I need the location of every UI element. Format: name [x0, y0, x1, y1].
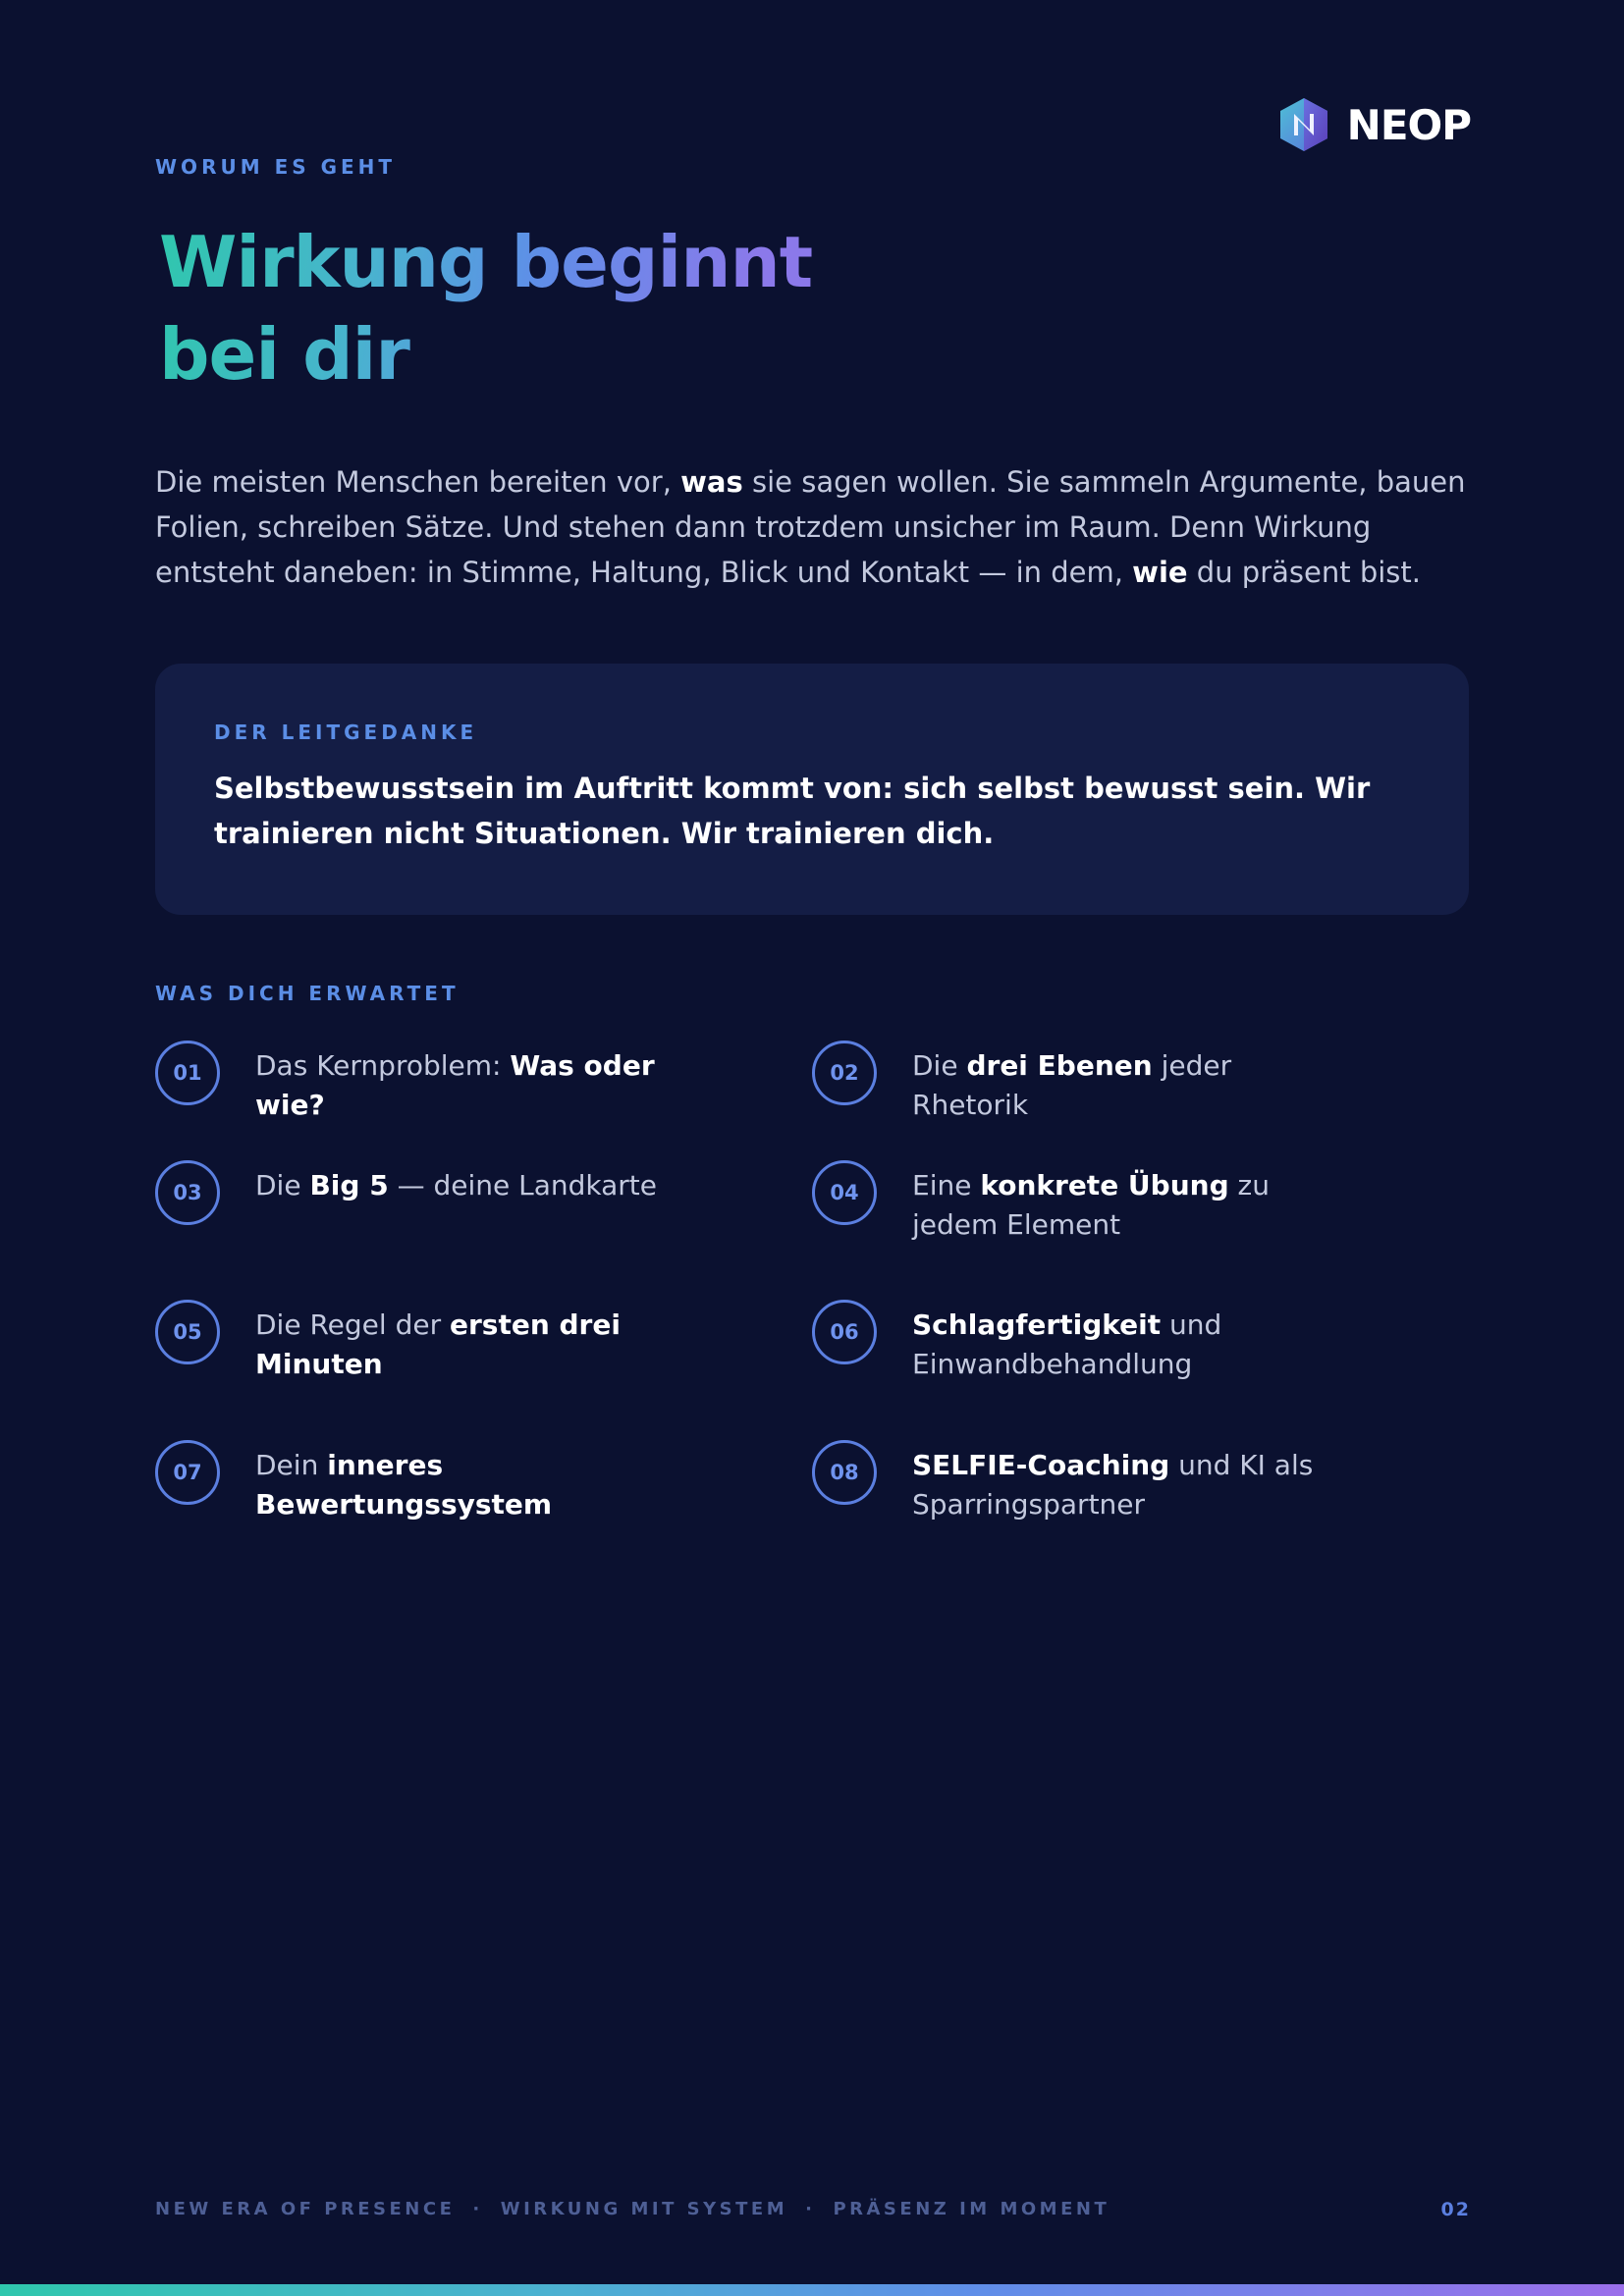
item-number-badge: 04	[812, 1160, 877, 1225]
list-item	[812, 1440, 1401, 1524]
section-eyebrow: WORUM ES GEHT	[155, 155, 397, 179]
item-text	[255, 1446, 687, 1524]
item-text-bold: inneres Bewertungssystem	[255, 1449, 553, 1521]
item-text-pre: Die	[912, 1049, 967, 1082]
item-text-post: zu jedem Element	[912, 1169, 1270, 1241]
item-number-badge: 02	[812, 1041, 877, 1105]
title-line-1: Wirkung beginnt	[159, 221, 813, 303]
intro-text: du präsent bist.	[1187, 556, 1421, 589]
item-text-pre: Die Regel der	[255, 1308, 450, 1341]
title-line-2: bei dir	[159, 313, 409, 396]
item-text	[255, 1306, 687, 1384]
intro-paragraph	[155, 459, 1471, 595]
intro-text: Die meisten Menschen bereiten vor,	[155, 465, 681, 499]
item-text-pre: Die	[255, 1169, 310, 1201]
item-text-pre: Dein	[255, 1449, 328, 1481]
hexagon-logo-icon	[1276, 96, 1331, 153]
page-number: 02	[1440, 2199, 1471, 2220]
footer-part-1: NEW ERA OF PRESENCE	[155, 2199, 456, 2219]
leitgedanke-text: Selbstbewusstsein im Auftritt kommt von: sich selbst bewusst sein. Wir trainieren nicht Situationen. Wir trainieren dich.	[214, 772, 1371, 850]
item-text-post: — deine Landkarte	[388, 1169, 658, 1201]
logo-wordmark: NEOP	[1346, 100, 1471, 149]
item-text	[255, 1046, 687, 1125]
list-item	[812, 1041, 1401, 1125]
intro-emphasis-wie: wie	[1132, 556, 1188, 589]
item-text-bold: Big 5	[309, 1169, 389, 1201]
item-number-badge: 01	[155, 1041, 220, 1105]
item-text-bold: konkrete Übung	[980, 1169, 1229, 1201]
expect-eyebrow: WAS DICH ERWARTET	[155, 982, 460, 1005]
item-number-badge: 06	[812, 1300, 877, 1364]
page-title	[159, 216, 905, 400]
list-item	[155, 1041, 744, 1125]
item-number-badge: 05	[155, 1300, 220, 1364]
item-text-bold: Was oder wie?	[255, 1049, 655, 1121]
footer-part-3: PRÄSENZ IM MOMENT	[833, 2199, 1110, 2219]
item-text	[255, 1166, 687, 1205]
leitgedanke-box	[155, 664, 1469, 915]
item-text	[912, 1306, 1344, 1384]
item-text-bold: ersten drei Minuten	[255, 1308, 621, 1380]
footer-part-2: WIRKUNG MIT SYSTEM	[500, 2199, 788, 2219]
list-item	[155, 1160, 744, 1225]
item-text-bold: drei Ebenen	[966, 1049, 1153, 1082]
item-text-bold: Schlagfertigkeit	[912, 1308, 1162, 1341]
item-text	[912, 1446, 1344, 1524]
intro-emphasis-was: was	[680, 465, 743, 499]
footer-tagline	[155, 2199, 1110, 2219]
item-text-pre: Eine	[912, 1169, 981, 1201]
footer-separator: ·	[472, 2199, 483, 2219]
item-text	[912, 1046, 1344, 1125]
footer-separator: ·	[805, 2199, 816, 2219]
logo	[1276, 96, 1471, 153]
list-item	[155, 1300, 744, 1384]
item-text-pre: Das Kernproblem:	[255, 1049, 511, 1082]
item-number-badge: 03	[155, 1160, 220, 1225]
item-text-post: und KI als Sparringspartner	[912, 1449, 1314, 1521]
item-number-badge: 07	[155, 1440, 220, 1505]
item-text-post: jeder Rhetorik	[912, 1049, 1232, 1121]
bottom-gradient-bar	[0, 2284, 1624, 2296]
list-item	[812, 1160, 1401, 1245]
list-item	[155, 1440, 744, 1524]
list-item	[812, 1300, 1401, 1384]
intro-text: sie sagen wollen. Sie sammeln Argumente, bauen Folien, schreiben Sätze. Und stehen dann trotzdem unsicher im Raum. Denn Wirkung entsteht daneben: in Stimme, Haltung, Blick und Kontakt — in dem,	[155, 465, 1466, 589]
item-number-badge: 08	[812, 1440, 877, 1505]
item-text	[912, 1166, 1344, 1245]
item-text-bold: SELFIE-Coaching	[912, 1449, 1170, 1481]
item-text-post: und Einwandbehandlung	[912, 1308, 1222, 1380]
leitgedanke-label: DER LEITGEDANKE	[214, 721, 478, 744]
